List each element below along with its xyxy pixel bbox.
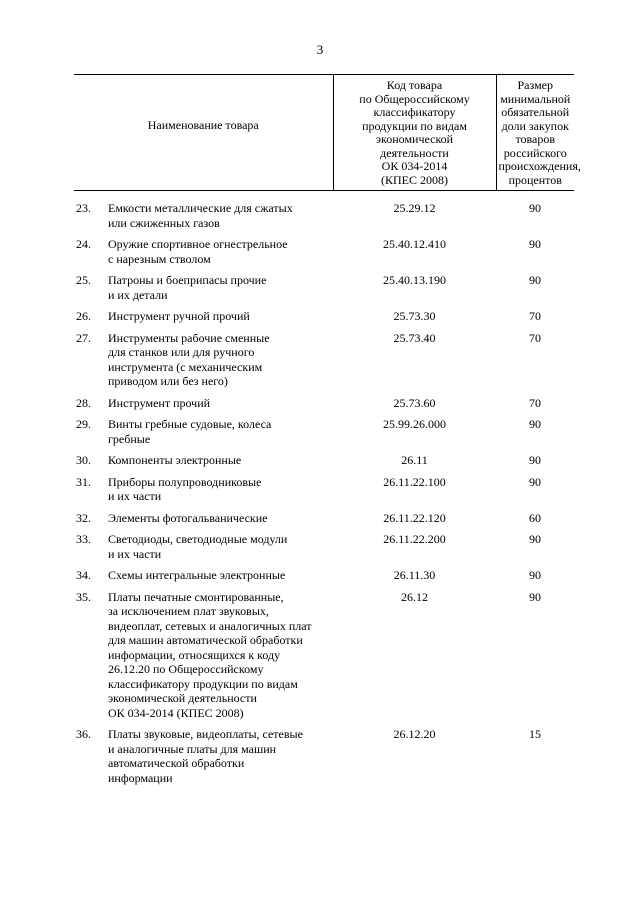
table-row: [74, 511, 574, 533]
product-name-wrapper: [74, 511, 333, 526]
product-name: [106, 511, 333, 526]
row-number: 23.: [76, 201, 91, 215]
table-row: [74, 273, 574, 309]
header-share-line: Размер: [517, 78, 553, 92]
product-name-wrapper: [74, 273, 333, 302]
product-name-line: Инструмент прочий: [108, 395, 211, 410]
product-name-wrapper: [74, 453, 333, 468]
product-code: 26.11.22.200: [383, 532, 446, 546]
table-header-row: [74, 75, 574, 191]
product-name: [106, 237, 333, 266]
table-row: [74, 309, 574, 331]
row-number: 31.: [76, 474, 91, 489]
min-share-percent: 90: [529, 589, 541, 604]
product-name-line: видеоплат, сетевых и аналогичных плат: [108, 618, 312, 633]
product-name-line: Приборы полупроводниковые: [108, 474, 262, 489]
product-name-line: Платы звуковые, видеоплаты, сетевые: [108, 727, 303, 741]
product-name-line: автоматической обработки: [108, 756, 245, 770]
table-row: [74, 191, 574, 238]
table-row: [74, 417, 574, 453]
row-number: 26.: [76, 309, 91, 323]
product-name-cell: [74, 237, 333, 273]
product-name: [106, 331, 333, 389]
product-name-line: Инструмент ручной прочий: [108, 309, 250, 323]
min-share-percent: 90: [529, 532, 541, 546]
header-code-line: ОК 034-2014: [381, 159, 448, 173]
product-code: 25.73.30: [393, 309, 436, 323]
page-number: 3: [316, 42, 324, 57]
product-name: [106, 590, 333, 721]
product-name-wrapper: [74, 201, 333, 230]
product-name: [106, 309, 333, 324]
header-share-line: обязательной: [501, 105, 570, 119]
product-name: [106, 273, 333, 302]
product-name-wrapper: [74, 237, 333, 266]
product-name-line: Емкости металлические для сжатых: [108, 201, 293, 215]
product-name-wrapper: [74, 532, 333, 561]
product-name-line: гребные: [108, 431, 151, 446]
table-row: [74, 590, 574, 728]
product-name-line: для машин автоматической обработки: [108, 633, 303, 647]
product-name-line: информации: [108, 770, 173, 785]
header-product-name: Наименование товара: [74, 75, 333, 191]
product-name-wrapper: [74, 590, 333, 721]
product-name-wrapper: [74, 396, 333, 411]
product-name-cell: [74, 727, 333, 792]
product-name-line: Инструменты рабочие сменные: [108, 330, 270, 345]
product-code: 25.40.12.410: [383, 237, 446, 251]
table-row: [74, 475, 574, 511]
product-code: 26.11.22.120: [383, 510, 446, 525]
row-number: 33.: [76, 532, 91, 546]
row-number: 32.: [76, 510, 91, 525]
product-name-line: и их части: [108, 546, 162, 561]
header-code-line: Код товара: [386, 78, 443, 92]
product-name-line: и их детали: [108, 287, 168, 302]
product-name-cell: [74, 396, 333, 418]
product-code: 25.40.13.190: [383, 273, 446, 287]
product-name: [106, 417, 333, 446]
product-name-line: экономической деятельности: [108, 691, 257, 705]
table-body: [74, 191, 574, 793]
header-share-line: товаров: [515, 132, 556, 146]
product-name: [106, 201, 333, 230]
product-name: [106, 453, 333, 468]
header-share-line: минимальной: [500, 91, 571, 106]
product-name-line: с нарезным стволом: [108, 251, 211, 266]
header-share-line: процентов: [508, 172, 562, 187]
min-share-percent: 15: [529, 727, 541, 741]
product-name-line: Платы печатные смонтированные,: [108, 589, 284, 604]
product-code: 26.11: [401, 453, 428, 467]
min-share-percent: 90: [529, 273, 541, 287]
header-code-line: деятельности: [380, 145, 449, 160]
table-row: [74, 568, 574, 590]
header-share-line: доли закупок: [501, 118, 569, 133]
row-number: 35.: [76, 589, 91, 604]
product-name-line: Схемы интегральные электронные: [108, 568, 286, 582]
product-name-cell: [74, 590, 333, 728]
goods-table: [74, 74, 581, 792]
product-name: [106, 475, 333, 504]
min-share-percent: 90: [529, 237, 541, 251]
row-number: 24.: [76, 237, 91, 251]
header-code-line: (КПЕС 2008): [381, 172, 448, 187]
min-share-percent: 70: [529, 309, 541, 323]
row-number: 25.: [76, 273, 91, 287]
row-number: 30.: [76, 453, 91, 467]
product-code: 25.73.60: [393, 395, 436, 410]
product-name-line: приводом или без него): [108, 374, 228, 388]
product-name-cell: [74, 532, 333, 568]
product-name-cell: [74, 475, 333, 511]
product-name-wrapper: [74, 727, 333, 785]
min-share-percent: 70: [529, 330, 541, 345]
header-min-share: [496, 75, 581, 191]
header-share-line: происхождения,: [498, 159, 581, 173]
product-code: 26.12.20: [393, 727, 436, 741]
product-name-cell: [74, 331, 333, 396]
row-number: 34.: [76, 568, 91, 582]
product-name-cell: [74, 568, 333, 590]
product-name-cell: [74, 191, 333, 238]
min-share-percent: 90: [529, 568, 541, 582]
product-name-line: за исключением плат звуковых,: [108, 604, 269, 618]
table-row: [74, 532, 574, 568]
product-name-cell: [74, 417, 333, 453]
product-name-wrapper: [74, 417, 333, 446]
row-number: 29.: [76, 417, 91, 431]
product-name-cell: [74, 511, 333, 533]
product-name-line: для станков или для ручного: [108, 345, 255, 359]
product-name-cell: [74, 309, 333, 331]
product-name-line: Светодиоды, светодиодные модули: [108, 532, 288, 546]
product-name: [106, 727, 333, 785]
header-code-line: экономической: [375, 132, 454, 146]
product-name-line: и их части: [108, 489, 162, 503]
product-name-line: ОК 034-2014 (КПЕС 2008): [108, 705, 244, 720]
product-name-wrapper: [74, 568, 333, 583]
product-name-line: Винты гребные судовые, колеса: [108, 417, 272, 431]
product-name-cell: [74, 453, 333, 475]
product-name: [106, 532, 333, 561]
product-name: [106, 568, 333, 583]
min-share-percent: 90: [529, 201, 541, 215]
header-share-line: российского: [503, 145, 567, 160]
product-code: 26.11.30: [393, 568, 436, 582]
product-name-wrapper: [74, 331, 333, 389]
product-name-wrapper: [74, 475, 333, 504]
product-name-cell: [74, 273, 333, 309]
product-name-wrapper: [74, 309, 333, 324]
row-number: 27.: [76, 330, 91, 345]
row-number: 36.: [76, 727, 91, 741]
header-product-code: [333, 75, 496, 191]
product-code: 25.99.26.000: [383, 417, 446, 431]
header-code-line: по Общероссийскому: [359, 91, 470, 106]
min-share-percent: 90: [529, 474, 541, 489]
min-share-percent: 90: [529, 417, 541, 431]
product-name-line: Оружие спортивное огнестрельное: [108, 237, 288, 251]
header-code-line: продукции по видам: [362, 118, 467, 133]
min-share-percent: 90: [529, 453, 541, 467]
product-code: 25.73.40: [393, 330, 436, 345]
min-share-percent: 70: [529, 395, 541, 410]
row-number: 28.: [76, 395, 91, 410]
table-row: [74, 237, 574, 273]
product-name-line: или сжиженных газов: [108, 215, 220, 230]
product-name-line: 26.12.20 по Общероссийскому: [108, 662, 264, 676]
table-row: [74, 727, 574, 792]
product-name-line: классификатору продукции по видам: [108, 676, 298, 691]
product-name-line: Компоненты электронные: [108, 453, 242, 467]
product-code: 26.12: [401, 589, 428, 604]
product-name-line: инструмента (с механическим: [108, 359, 263, 374]
table-row: [74, 453, 574, 475]
header-code-line: классификатору: [373, 105, 456, 119]
product-name-line: и аналогичные платы для машин: [108, 741, 277, 756]
product-code: 26.11.22.100: [383, 474, 446, 489]
product-name: [106, 396, 333, 411]
product-name-line: Элементы фотогальванические: [108, 510, 268, 525]
table-row: [74, 396, 574, 418]
min-share-percent: 60: [529, 510, 541, 525]
table-row: [74, 331, 574, 396]
product-name-line: Патроны и боеприпасы прочие: [108, 273, 267, 287]
product-name-line: информации, относящихся к коду: [108, 647, 281, 662]
product-code: 25.29.12: [393, 201, 436, 215]
